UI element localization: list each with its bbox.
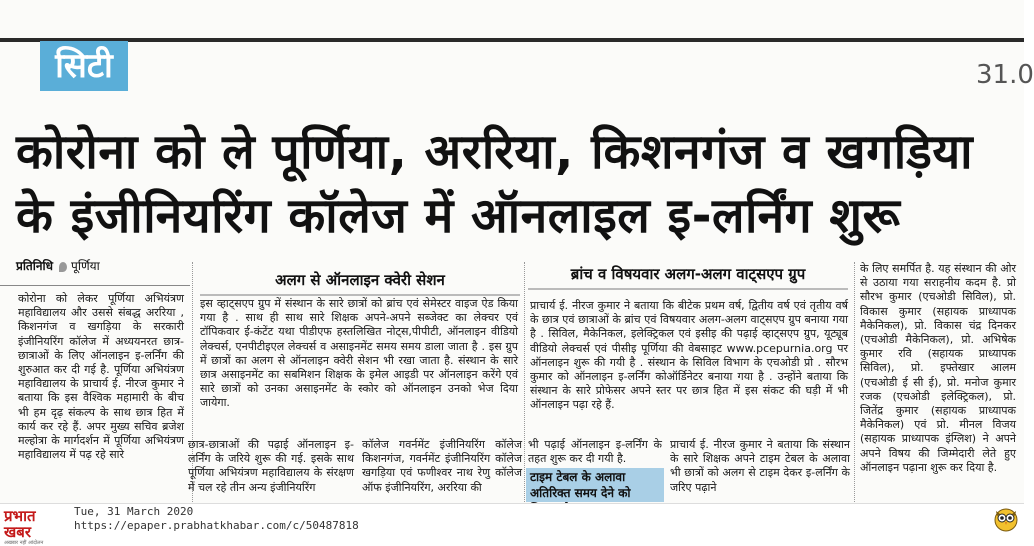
location-pin-icon xyxy=(59,262,67,272)
article-column-1: कोरोना को लेकर पूर्णिया अभियंत्रण महाविद्यालय और उससे संबद्ध अररिया , किशनगंज व खगड़िया के सरकारी इंजीनियरिंग कॉलेज में अध्ययनरत छात्र-छात्राओं के लिए ऑनलाइन इ-लर्निंग की शुरुआत कर दी गई है. पूर्णिया अभियंत्रण महाविद्यालय के प्राचार्य ई. नीरज कुमार ने बताया कि इस वैश्विक महामारी के बीच भी हम दृढ़ संकल्प के साथ छात्र हित में कार्य कर रहे हैं. अपर मुख्य सचिव ब्रजेश मल्होत्रा के मार्गदर्शन में पूर्णिया अभियंत्रण महाविद्यालय में पढ़ रहे सारे xyxy=(18,292,184,462)
subheading-whatsapp-groups: ब्रांच व विषयवार अलग-अलग वाट्सएप ग्रुप xyxy=(528,264,848,290)
prabhat-khabar-logo xyxy=(4,507,66,546)
byline-place: पूर्णिया xyxy=(71,259,100,273)
date-fragment: 31.0 xyxy=(976,60,1034,90)
column-divider xyxy=(524,262,525,502)
section-band xyxy=(0,38,1024,92)
headline-line-1: कोरोना को ले पूर्णिया, अररिया, किशनगंज व खगड़िया xyxy=(16,124,974,180)
divider xyxy=(0,285,190,286)
article-column-4: के लिए समर्पित है. यह संस्थान की ओर से उठाया गया सराहनीय कदम है. प्रो सौरभ कुमार (एचओडी सिविल), प्रो. विकास कुमार (सहायक प्राध्यापक मैकेनिकल), प्रो. विकास चंद्र दिनकर (एचओडी मैकेनिकल), प्रो. अभिषेक कुमार रवि (सहायक प्राध्यापक सिविल), प्रो. इफ्तेखार आलम (एचओडी ई सी ई), प्रो. मनोज कुमार रजक (एचओडी इलेक्ट्रिकल), प्रो. जितेंद्र कुमार (सहायक प्राध्यापक मैकेनिकल) एवं प्रो. मीनल विजय (सहायक प्राध्यापक इंग्लिश) ने अपने अपने विषय की जिम्मेदारी लेते हुए ऑनलाइन पढ़ाना शुरू कर दिया है. xyxy=(860,262,1016,474)
article-column-2a: छात्र-छात्राओं की पढ़ाई ऑनलाइन इ-लर्निंग के जरिये शुरू की गई. इसके साथ पूर्णिया अभियंत्रण महाविद्यालय के संरक्षण में चल रहे तीन अन्य इंजीनियरिंग xyxy=(188,438,354,494)
footer-url[interactable]: https://epaper.prabhatkhabar.com/c/50487818 xyxy=(74,519,359,532)
headline-line-2: के इंजीनियरिंग कॉलेज में ऑनलाइल इ-लर्निंग शुरू xyxy=(16,188,901,244)
footer-date: Tue, 31 March 2020 xyxy=(74,505,194,518)
owl-mascot-icon xyxy=(992,504,1020,532)
article-column-2b: कॉलेज गवर्नमेंट इंजीनियरिंग कॉलेज किशनगंज, गवर्नमेंट इंजीनियरिंग कॉलेज खगड़िया एवं फणीश्वर नाथ रेणु कॉलेज ऑफ इंजीनियरिंग, अररिया की xyxy=(362,438,522,494)
column-divider xyxy=(854,262,855,502)
article-column-3b: प्राचार्य ई. नीरज कुमार ने बताया कि संस्थान के सारे शिक्षक अपने टाइम टेबल के अलावा भी छात्रों को अलग से टाइम देकर इ-लर्निंग के जरिए पढ़ाने xyxy=(670,438,850,494)
byline xyxy=(16,257,100,274)
article-column-3a: भी पढ़ाई ऑनलाइन इ-लर्निंग के तहत शुरू कर दी गयी है. xyxy=(528,438,662,466)
subheading-query-session: अलग से ऑनलाइन क्वेरी सेशन xyxy=(200,270,520,296)
logo-text: प्रभात खबर xyxy=(4,507,36,541)
callout-box: टाइम टेबल के अलावा अतिरिक्त समय देने को xyxy=(526,468,664,502)
article-column-3: प्राचार्य ई. नीरज कुमार ने बताया कि बीटेक प्रथम वर्ष, द्वितीय वर्ष एवं तृतीय वर्ष के छात्र एवं छात्राओं के ब्रांच एवं विषयवार अलग-अलग वाट्सएप ग्रुप बनाया गया है . सिविल, मैकेनिकल, इलेक्ट्रिकल एवं इसीइ की पढ़ाई व्हाट्सएप ग्रुप, यूट्यूब वीडियो लेक्चर्स एवं पीसीइ पूर्णिया की वेबसाइट www.pcepurnia.org पर ऑनलाइन शुरू की गयी है . संस्थान के सिविल विभाग के एचओडी प्रो . सौरभ कुमार को ऑनलाइन इ-लर्निंग कोऑर्डिनेटर बनाया गया है . उन्होंने बताया कि संस्थान के सारे प्रोफेसर अपने स्तर पर छात्र हित में इस संकट की घड़ी में भी ऑनलाइन पढ़ा रहे हैं. xyxy=(530,299,848,412)
section-label: सिटी xyxy=(40,41,128,91)
article-column-2: इस व्हाट्सएप ग्रुप में संस्थान के सारे छात्रों को ब्रांच एवं सेमेस्टर वाइज ऐड किया गया है . साथ ही साथ सारे शिक्षक अपने-अपने सब्जेक्ट का लेक्चर एवं टॉपिकवार ई-कंटेंट यथा पीडीएफ हस्तलिखित नोट्स,पीपीटी, ऑनलाइन वीडियो लेक्चर्स, एनपीटीइएल लेक्चर्स व असाइनमेंट समय समय डाला जाता है . इस ग्रुप में छात्रों का अलग से ऑनलाइन क्वेरी सेशन भी रखा जाता है. संस्थान के सारे छात्र असाइनमेंट का सबमिशन शिक्षक के इमेल आइडी पर ऑनलाइन करेंगे एवं सारे छात्रों को उनका असाइनमेंट के स्कोर को ऑनलाइन उनको भेज दिया जायेगा. xyxy=(200,297,518,410)
logo-tagline: अखबार नहीं आंदोलन xyxy=(4,540,44,546)
byline-author: प्रतिनिधि xyxy=(16,259,54,273)
